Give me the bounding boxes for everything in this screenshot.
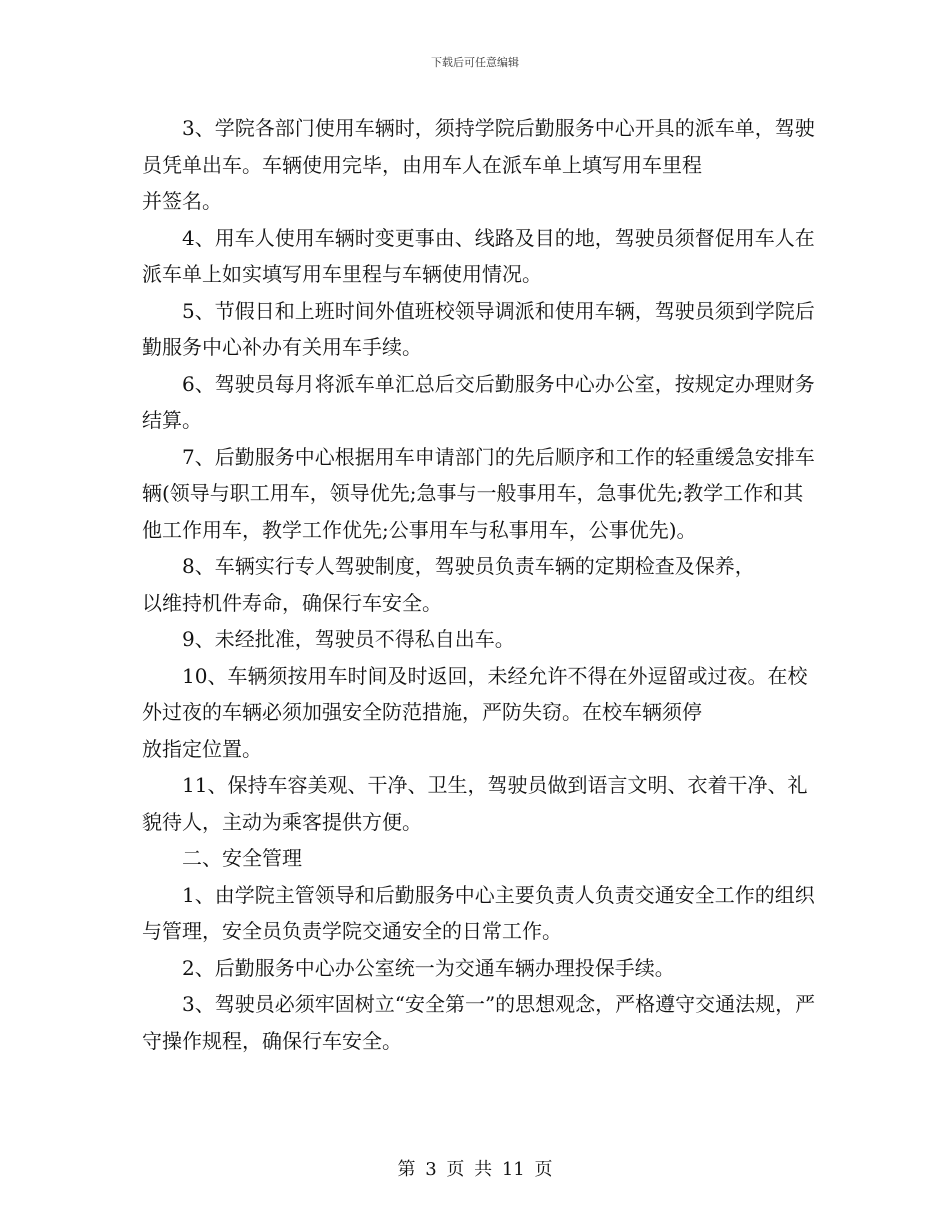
paragraph-item-5: 5、节假日和上班时间外值班校领导调派和使用车辆，驾驶员须到学院后勤服务中心补办有关用车手续。: [142, 298, 815, 359]
safety-item-3: 3、驾驶员必须牢固树立“安全第一”的思想观念，严格遵守交通法规，严守操作规程，确保行车安全。: [142, 992, 816, 1053]
header-note: 下载后可任意编辑: [431, 56, 519, 69]
paragraph-item-6: 6、驾驶员每月将派车单汇总后交后勤服务中心办公室，按规定办理财务结算。: [142, 371, 815, 432]
paragraph-item-11: 11、保持车容美观、干净、卫生，驾驶员做到语言文明、衣着干净、礼貌待人，主动为乘客提供方便。: [142, 773, 808, 834]
safety-item-1: 1、由学院主管领导和后勤服务中心主要负责人负责交通安全工作的组织与管理，安全员负责学院交通安全的日常工作。: [142, 882, 815, 943]
safety-item-2: 2、后勤服务中心办公室统一为交通车辆办理投保手续。: [182, 955, 675, 980]
paragraph-item-3: 3、学院各部门使用车辆时，须持学院后勤服务中心开具的派车单，驾驶员凭单出车。车辆使用完毕，由用车人在派车单上填写用车里程 并签名。: [142, 116, 815, 213]
paragraph-item-4: 4、用车人使用车辆时变更事由、线路及目的地，驾驶员须督促用车人在派车单上如实填写用车里程与车辆使用情况。: [142, 225, 815, 286]
paragraph-item-7: 7、后勤服务中心根据用车申请部门的先后顺序和工作的轻重缓急安排车辆(领导与职工用车，领导优先;急事与一般事用车，急事优先;教学工作和其他工作用车，教学工作优先;公事用车与私事用车，公事优先)。: [142, 444, 815, 542]
paragraph-item-10: 10、车辆须按用车时间及时返回，未经允许不得在外逗留或过夜。在校外过夜的车辆必须加强安全防范措施，严防失窃。在校车辆须停 放指定位置。: [142, 663, 808, 761]
paragraph-item-9: 9、未经批准，驾驶员不得私自出车。: [182, 627, 515, 651]
document-body: [142, 110, 822, 1059]
paragraph-item-8: 8、车辆实行专人驾驶制度，驾驶员负责车辆的定期检查及保养， 以维持机件寿命，确保行车安全。: [142, 554, 755, 615]
section-heading-safety: 二、安全管理: [182, 846, 302, 870]
page-footer: 第 3 页 共 11 页: [397, 1159, 553, 1180]
